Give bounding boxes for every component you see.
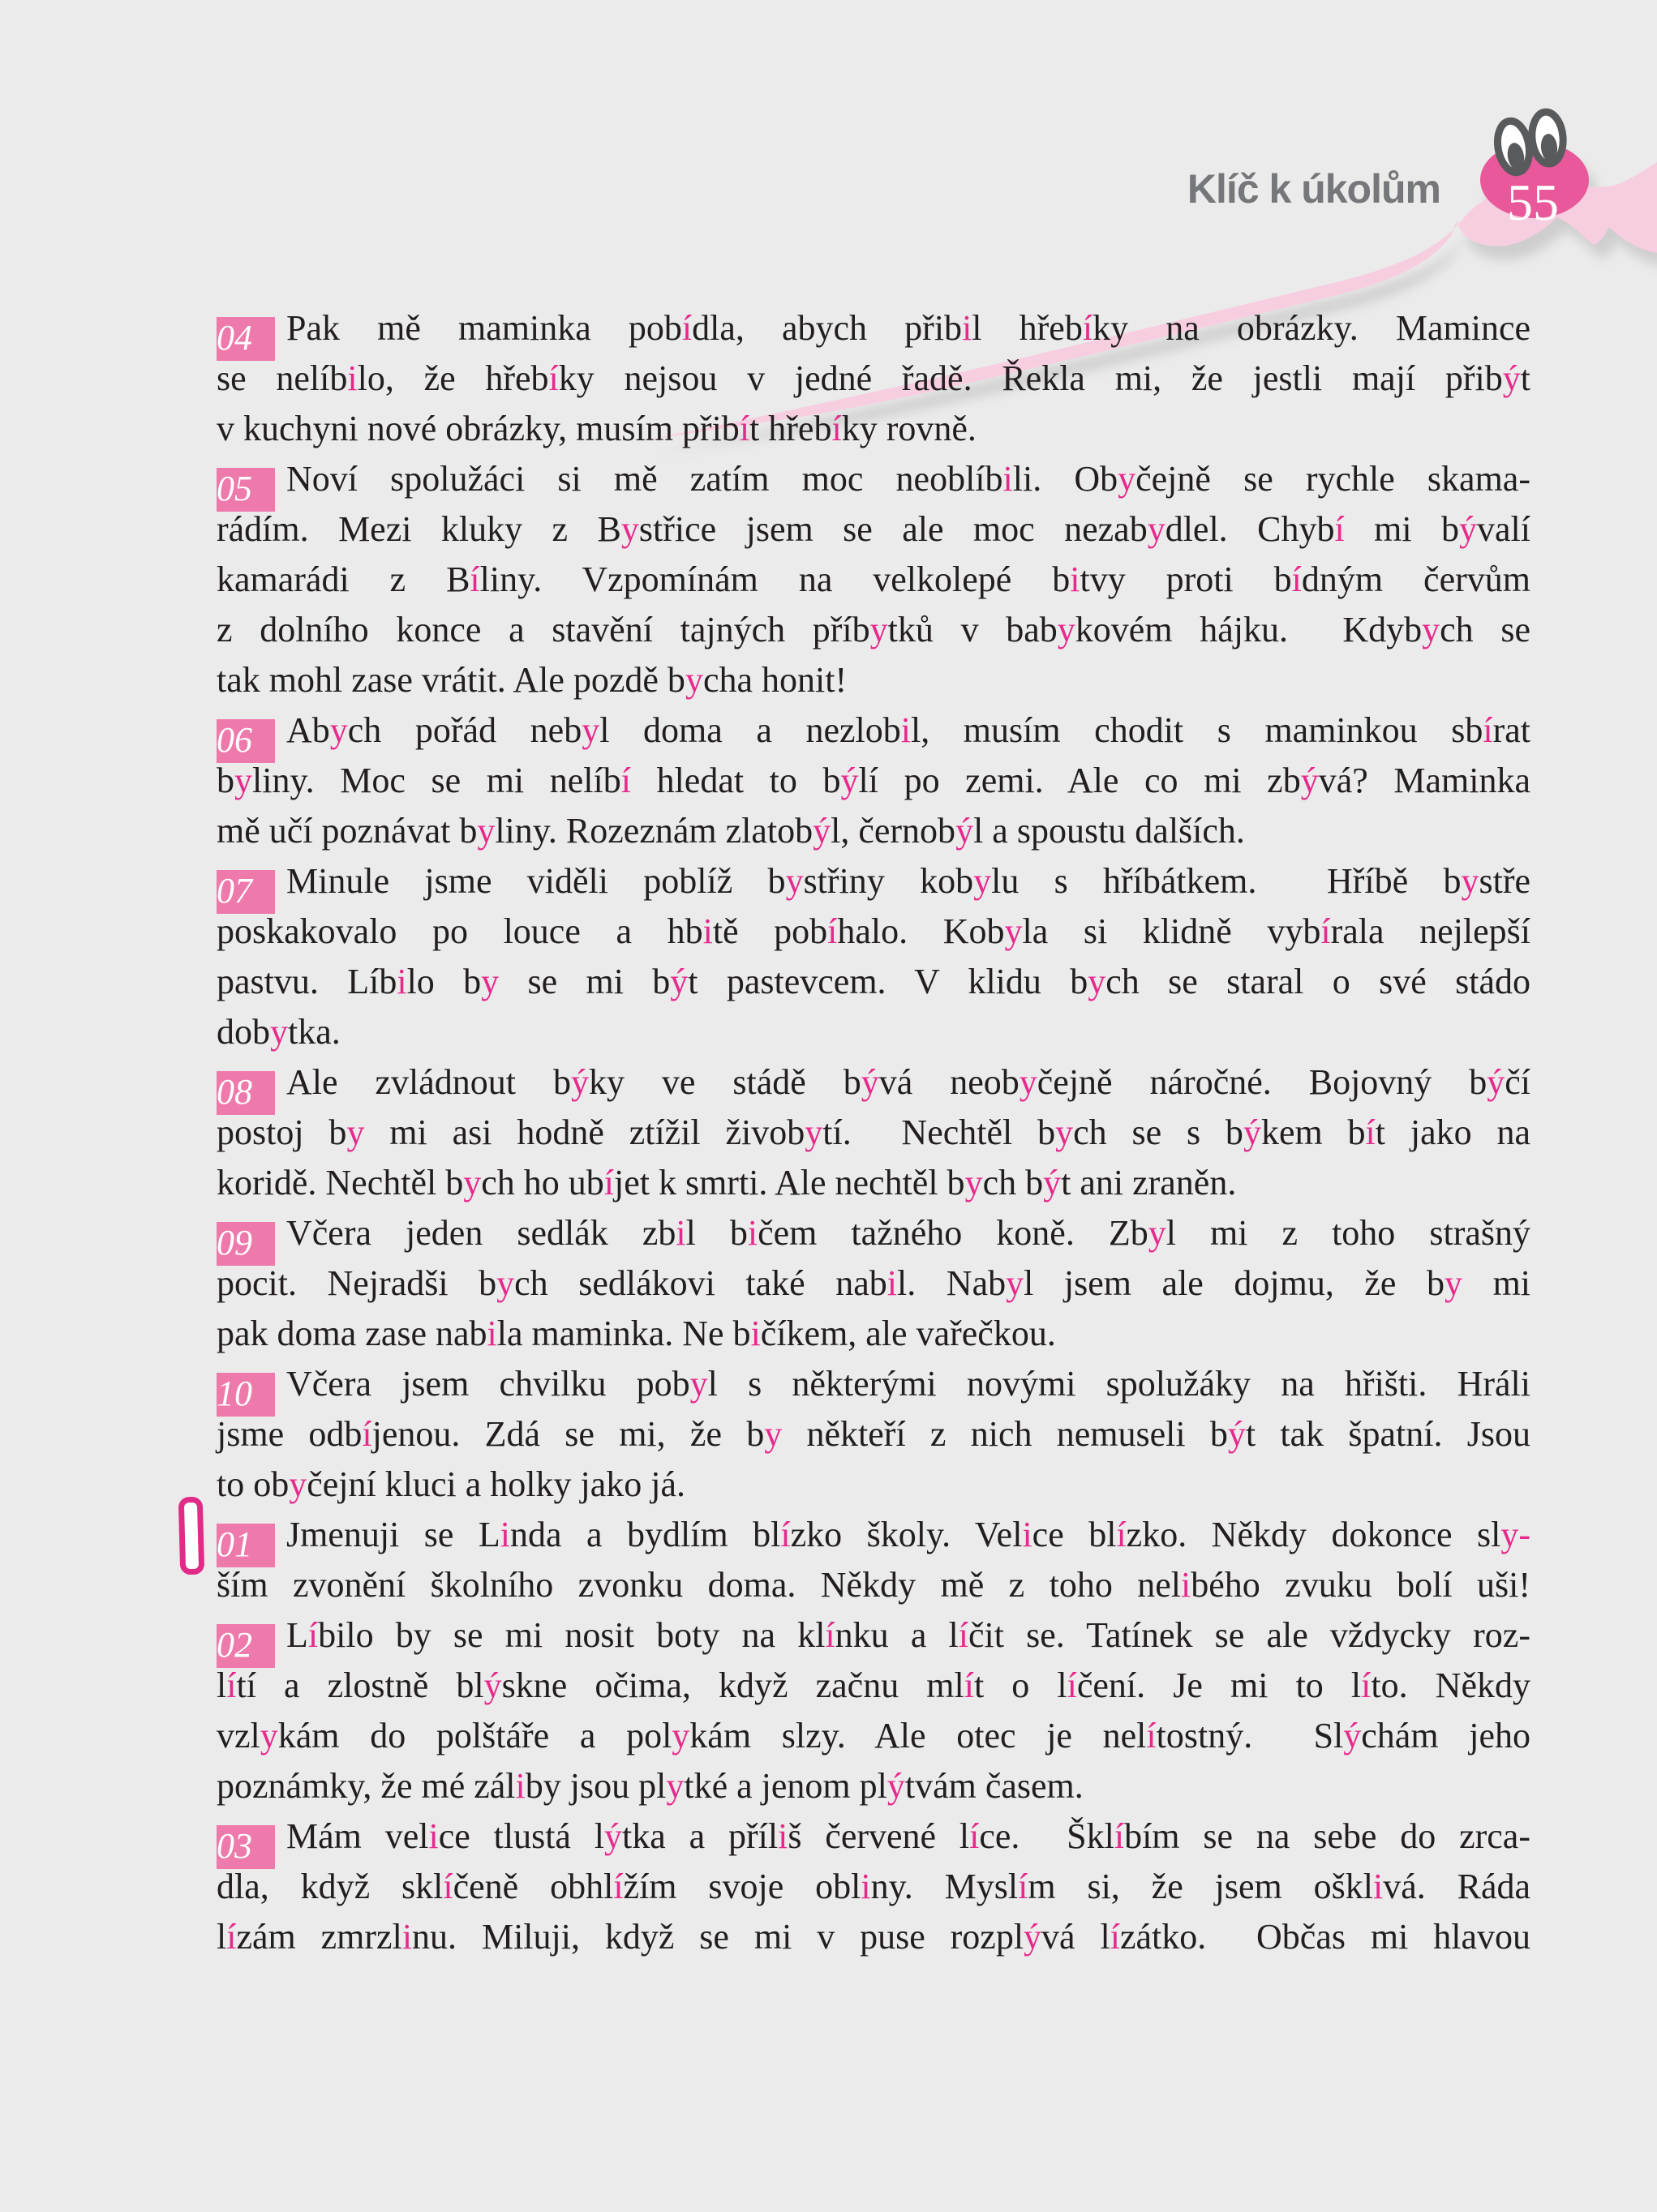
highlighted-letter: y xyxy=(685,660,703,700)
text-run: tí a zlostně bl xyxy=(236,1665,484,1705)
highlighted-letter: y xyxy=(477,811,496,851)
text-run: žím svoje obl xyxy=(623,1867,861,1906)
text-run: poskakovalo po louce a hb xyxy=(217,911,703,951)
text-run: ky ve stádě b xyxy=(588,1062,861,1102)
highlighted-letter: í xyxy=(681,308,693,348)
highlighted-letter: ý xyxy=(670,962,689,1001)
highlighted-letter: i xyxy=(778,1816,788,1856)
highlighted-letter: ý xyxy=(861,1062,879,1102)
text-run: kamarádi z B xyxy=(217,559,470,599)
text-run: vá. Ráda xyxy=(1383,1867,1530,1906)
highlighted-letter: ý xyxy=(570,1062,589,1102)
highlighted-letter: í xyxy=(780,1515,791,1554)
highlighted-letter: i xyxy=(1181,1565,1191,1605)
text-run: l mi z toho strašný xyxy=(1165,1213,1530,1253)
text-run: pastvu. Líb xyxy=(217,962,397,1001)
paragraph-number-badge: 02 xyxy=(217,1624,275,1668)
highlighted-letter: y xyxy=(1004,911,1023,951)
highlighted-letter: í xyxy=(1018,1867,1028,1906)
text-line xyxy=(217,705,1530,760)
highlighted-letter: y xyxy=(260,1716,278,1755)
paragraph-number-badge: 05 xyxy=(217,468,275,512)
text-run: čejně se rychle skama- xyxy=(1135,459,1530,499)
text-run: mi xyxy=(1462,1263,1531,1303)
text-line xyxy=(217,1761,1530,1811)
text-run: tvy proti b xyxy=(1080,559,1292,599)
text-run: la maminka. Ne b xyxy=(496,1314,751,1353)
text-run: m si, že jsem oškl xyxy=(1028,1867,1373,1906)
text-run: někteří z nich nemuseli b xyxy=(782,1414,1228,1454)
body-text xyxy=(217,303,1530,1962)
text-line xyxy=(217,404,1530,454)
text-run: jenou. Zdá se mi, že b xyxy=(371,1414,765,1454)
text-run: hledat to b xyxy=(630,761,841,800)
highlighted-letter: y xyxy=(1006,1263,1024,1303)
text-run: tka a příl xyxy=(622,1816,779,1856)
text-run: tí. Nechtěl b xyxy=(822,1112,1056,1152)
text-run: ky rovně. xyxy=(841,409,977,448)
text-run: la si klidně vyb xyxy=(1022,911,1321,951)
text-line xyxy=(217,756,1530,806)
highlighted-letter: y xyxy=(973,861,992,901)
text-run: Noví spolužáci si mě zatím moc neoblíb xyxy=(286,459,1003,499)
text-run: ce. Škl xyxy=(979,1816,1114,1856)
highlighted-letter: y xyxy=(1057,610,1075,649)
text-run: mi b xyxy=(1344,509,1460,549)
text-run: zám zmrzl xyxy=(236,1917,402,1957)
text-run: vá neob xyxy=(878,1062,1020,1102)
text-run: střice jsem se ale moc nezab xyxy=(638,509,1148,549)
text-run: čeně obhl xyxy=(453,1867,614,1906)
highlighted-letter: í xyxy=(620,761,631,800)
text-line xyxy=(217,856,1531,911)
text-run: ch se staral o své stádo xyxy=(1105,962,1530,1001)
highlighted-letter: i xyxy=(747,1213,758,1253)
text-run: se mi b xyxy=(499,962,671,1001)
paragraph-number-badge: 03 xyxy=(217,1825,275,1869)
highlighted-letter: y xyxy=(346,1112,365,1152)
highlighted-letter: ý xyxy=(840,761,859,800)
highlighted-letter: í xyxy=(739,409,750,448)
text-run: t xyxy=(1520,358,1530,398)
highlighted-letter: y xyxy=(1422,610,1440,649)
highlighted-letter: i xyxy=(900,710,911,750)
text-run: se nelíb xyxy=(217,358,348,398)
text-run: tvám časem. xyxy=(904,1766,1084,1806)
text-run: vá l xyxy=(1041,1917,1110,1957)
text-run: dla, abych přib xyxy=(692,308,963,348)
highlighted-letter: y xyxy=(964,1163,983,1202)
highlighted-letter: y xyxy=(463,1163,482,1202)
text-run: Včera jsem chvilku pob xyxy=(286,1364,690,1404)
highlighted-letter: i xyxy=(750,1314,761,1353)
text-line xyxy=(217,1208,1530,1262)
text-run: pocit. Nejradši b xyxy=(217,1263,497,1303)
highlighted-letter: y xyxy=(1118,459,1136,499)
text-run: jsme odb xyxy=(217,1414,363,1454)
highlighted-letter: í xyxy=(1114,1816,1125,1856)
highlighted-letter: y xyxy=(289,1464,307,1504)
text-run: ce bl xyxy=(1032,1515,1117,1554)
highlighted-letter: í xyxy=(443,1867,453,1906)
highlighted-letter: í xyxy=(1320,911,1331,951)
text-run: cha honit! xyxy=(702,660,848,700)
text-line xyxy=(217,1661,1530,1711)
highlighted-letter: y xyxy=(1148,1213,1166,1253)
text-run: dla, když skl xyxy=(217,1867,444,1906)
text-run: kám slzy. Ale otec je nel xyxy=(689,1716,1147,1755)
highlighted-letter: y xyxy=(869,610,888,649)
highlighted-letter: í xyxy=(603,1163,614,1202)
highlighted-letter: í xyxy=(1291,559,1302,599)
highlighted-letter: í xyxy=(1116,1515,1127,1554)
highlighted-letter: í xyxy=(1334,509,1345,549)
text-line xyxy=(217,1460,1530,1510)
highlighted-letter: y xyxy=(764,1414,783,1454)
text-run: ch sedlákovi také nab xyxy=(514,1263,887,1303)
text-run: t tak špatní. Jsou xyxy=(1245,1414,1530,1454)
text-run: tě pob xyxy=(712,911,828,951)
text-run: ch ho ub xyxy=(481,1163,604,1202)
text-run: z dolního konce a stavění tajných příb xyxy=(217,610,870,649)
googly-eyes xyxy=(1494,110,1565,174)
text-run: nu. Miluji, když se mi v puse rozpl xyxy=(412,1917,1024,1957)
header-title: Klíč k úkolům xyxy=(1187,166,1440,212)
highlighted-letter: i xyxy=(397,962,407,1001)
text-run: t jako na xyxy=(1375,1112,1530,1152)
text-run: l hřeb xyxy=(972,308,1083,348)
text-run: dob xyxy=(217,1012,270,1052)
text-run: ch pořád neb xyxy=(347,710,582,750)
paragraph-number-badge: 04 xyxy=(217,317,275,361)
text-run: to. Někdy xyxy=(1371,1665,1530,1705)
text-run: halo. Kob xyxy=(837,911,1005,951)
highlighted-letter: y xyxy=(689,1364,708,1404)
text-line xyxy=(217,1811,1530,1866)
text-run: lí po zemi. Ale co mi zb xyxy=(858,761,1301,800)
text-line xyxy=(217,555,1530,605)
text-run: l xyxy=(217,1665,227,1705)
text-run: liny. Vzpomínám na velkolepé b xyxy=(479,559,1071,599)
text-run: mi asi hodně ztížil živob xyxy=(364,1112,805,1152)
highlighted-letter: í xyxy=(831,409,842,448)
highlighted-letter: i xyxy=(1372,1867,1384,1906)
text-line xyxy=(217,1108,1530,1158)
highlighted-letter: i xyxy=(702,911,713,951)
highlighted-letter: ý xyxy=(886,1766,905,1806)
highlighted-letter: í xyxy=(226,1665,237,1705)
text-run: rat xyxy=(1492,710,1530,750)
highlighted-letter: y xyxy=(1445,1263,1463,1303)
text-line xyxy=(217,1258,1530,1309)
highlighted-letter: y xyxy=(329,710,348,750)
text-run: Ale zvládnout b xyxy=(286,1062,571,1102)
text-run: pak doma zase nab xyxy=(217,1314,487,1353)
highlighted-letter: í xyxy=(226,1917,237,1957)
highlighted-letter: í xyxy=(548,358,559,398)
highlighted-letter: y xyxy=(666,1766,685,1806)
text-run: t pastevcem. V klidu b xyxy=(688,962,1088,1001)
highlighted-letter: í xyxy=(827,911,838,951)
highlighted-letter: i xyxy=(428,1816,439,1856)
text-run: čit se. Tatínek se ale vždycky roz- xyxy=(968,1615,1530,1655)
text-line xyxy=(217,1610,1530,1665)
text-run: li. Ob xyxy=(1012,459,1118,499)
text-run: zko školy. Vel xyxy=(790,1515,1023,1554)
text-run: L xyxy=(286,1615,308,1655)
text-run: tka. xyxy=(288,1012,341,1052)
text-run: nda a bydlím bl xyxy=(510,1515,781,1554)
text-run: vzl xyxy=(217,1716,260,1755)
text-run: lo, že hřeb xyxy=(357,358,549,398)
text-line xyxy=(217,303,1531,358)
text-run: bilo by se mi nosit boty na kl xyxy=(318,1615,826,1655)
highlighted-letter: í xyxy=(613,1867,624,1906)
text-line xyxy=(217,907,1530,957)
highlighted-letter: ý xyxy=(1300,761,1319,800)
text-run: bím se na sebe do zrca- xyxy=(1124,1816,1530,1856)
text-run: l doma a nezlob xyxy=(599,710,901,750)
text-line xyxy=(217,1309,1530,1359)
highlighted-letter: i xyxy=(515,1766,526,1806)
text-run: poznámky, že mé zál xyxy=(217,1766,516,1806)
highlighted-letter: y xyxy=(785,861,804,901)
text-run: čení. Je mi to l xyxy=(1076,1665,1362,1705)
highlighted-letter: í xyxy=(307,1615,319,1655)
highlighted-letter: ý xyxy=(1487,1062,1505,1102)
text-run: l s některými novými spolužáky na hřišti. Hráli xyxy=(707,1364,1530,1404)
text-run: b xyxy=(217,761,234,800)
highlighted-letter: y xyxy=(1019,1062,1037,1102)
text-run: nku a l xyxy=(835,1615,959,1655)
highlighted-letter: ý xyxy=(1227,1414,1246,1454)
text-line xyxy=(217,1711,1530,1761)
highlighted-letter: i xyxy=(500,1515,511,1554)
highlighted-letter: í xyxy=(1361,1665,1372,1705)
highlighted-letter: í xyxy=(1067,1665,1077,1705)
text-run: skne očima, když začnu ml xyxy=(501,1665,964,1705)
text-run: ky nejsou v jedné řadě. Řekla mi, že jestli mají přib xyxy=(558,358,1503,398)
highlighted-letter: y xyxy=(620,509,639,549)
highlighted-letter: y xyxy=(270,1012,288,1052)
text-run: tké a jenom pl xyxy=(684,1766,887,1806)
highlighted-letter: i xyxy=(886,1263,898,1303)
highlighted-letter: í xyxy=(1365,1112,1376,1152)
text-run: Mám vel xyxy=(286,1816,429,1856)
highlighted-letter: i xyxy=(861,1867,871,1906)
text-run: l, musím chodit s maminkou sb xyxy=(910,710,1483,750)
text-run: zátko. Občas mi hlavou xyxy=(1119,1917,1530,1957)
highlighted-letter: ý xyxy=(483,1665,502,1705)
text-line xyxy=(217,504,1530,555)
text-run: ky na obrázky. Mamince xyxy=(1093,308,1531,348)
page-number: 55 xyxy=(1507,174,1559,231)
highlighted-letter: í xyxy=(1082,308,1093,348)
text-run: čí xyxy=(1505,1062,1531,1102)
highlighted-letter: í xyxy=(1483,710,1493,750)
text-run: Jmenuji se L xyxy=(286,1515,500,1554)
paragraph-number-badge: 09 xyxy=(217,1222,275,1266)
text-run: t hřeb xyxy=(749,409,832,448)
highlighted-letter: ý xyxy=(813,811,831,851)
text-run: ce tlustá l xyxy=(438,1816,605,1856)
text-run: kem b xyxy=(1260,1112,1366,1152)
text-run: l, černob xyxy=(831,811,956,851)
text-run: t ani zraněn. xyxy=(1061,1163,1237,1202)
highlighted-letter: y- xyxy=(1500,1515,1530,1554)
text-line xyxy=(217,655,1530,705)
text-line xyxy=(217,957,1530,1007)
text-run: koridě. Nechtěl b xyxy=(217,1163,464,1202)
text-run: tak mohl zase vrátit. Ale pozdě b xyxy=(217,660,685,700)
text-line xyxy=(217,454,1530,508)
text-run: mě učí poznávat b xyxy=(217,811,478,851)
highlighted-letter: i xyxy=(487,1314,497,1353)
text-line xyxy=(217,1862,1530,1912)
paragraph-number-badge: 06 xyxy=(217,719,275,763)
highlighted-letter: y xyxy=(1088,962,1106,1001)
highlighted-letter: i xyxy=(1070,559,1080,599)
highlighted-letter: i xyxy=(1002,459,1013,499)
highlighted-letter: i xyxy=(962,308,972,348)
text-run: jet k smrti. Ale nechtěl b xyxy=(613,1163,965,1202)
text-run: vá? Maminka xyxy=(1318,761,1530,800)
text-run: ch b xyxy=(982,1163,1044,1202)
text-run: to ob xyxy=(217,1464,290,1504)
text-run: bého zvuku bolí uši! xyxy=(1191,1565,1530,1605)
text-line xyxy=(217,605,1530,655)
highlighted-letter: ý xyxy=(1459,509,1478,549)
text-line xyxy=(217,806,1530,856)
text-run: kovém hájku. Kdyb xyxy=(1075,610,1423,649)
highlighted-letter: y xyxy=(1147,509,1165,549)
highlighted-letter: i xyxy=(347,358,358,398)
text-run: tostný. Sl xyxy=(1156,1716,1344,1755)
highlighted-letter: ý xyxy=(604,1816,623,1856)
text-run: ším zvonění školního zvonku doma. Někdy mě z toho nel xyxy=(217,1565,1182,1605)
paragraph-number-badge: 01 xyxy=(217,1524,275,1567)
text-run: l jsem ale dojmu, že b xyxy=(1024,1263,1445,1303)
highlighted-letter: i xyxy=(401,1917,413,1957)
text-line xyxy=(217,1510,1530,1564)
text-run: zko. Někdy dokonce sl xyxy=(1126,1515,1501,1554)
text-line xyxy=(217,1359,1530,1413)
highlighted-letter: í xyxy=(958,1615,968,1655)
text-run: Pak mě maminka pob xyxy=(286,308,682,348)
text-run: l b xyxy=(685,1213,748,1253)
highlighted-letter: ý xyxy=(955,811,974,851)
highlighted-letter: í xyxy=(969,1816,980,1856)
text-run: čem tažného koně. Zb xyxy=(758,1213,1148,1253)
text-run: l a spoustu dalších. xyxy=(973,811,1245,851)
text-line xyxy=(217,1007,1530,1057)
text-run: kám do polštáře a pol xyxy=(277,1716,672,1755)
text-run: liny. Moc se mi nelíb xyxy=(252,761,621,800)
highlighted-letter: ý xyxy=(1343,1716,1362,1755)
text-run: Ab xyxy=(286,710,330,750)
highlighted-letter: í xyxy=(964,1665,974,1705)
paragraph-number-badge: 07 xyxy=(217,870,275,914)
highlighted-letter: í xyxy=(1146,1716,1157,1755)
text-run: rádím. Mezi kluky z B xyxy=(217,509,621,549)
text-run: dlel. Chyb xyxy=(1165,509,1335,549)
highlighted-letter: í xyxy=(1110,1917,1120,1957)
text-line xyxy=(217,1409,1530,1460)
highlighted-letter: y xyxy=(582,710,600,750)
highlighted-letter: y xyxy=(672,1716,690,1755)
text-run: liny. Rozeznám zlatob xyxy=(495,811,813,851)
text-run: v kuchyni nové obrázky, musím přib xyxy=(217,409,740,448)
highlighted-letter: í xyxy=(825,1615,835,1655)
highlighted-letter: ý xyxy=(1024,1917,1042,1957)
paragraph-number-badge: 10 xyxy=(217,1373,275,1417)
text-run: ch se s b xyxy=(1073,1112,1243,1152)
text-run: rala nejlepší xyxy=(1330,911,1530,951)
text-run: číkem, ale vařečkou. xyxy=(760,1314,1056,1353)
text-run: střiny kob xyxy=(803,861,974,901)
highlighted-letter: y xyxy=(496,1263,515,1303)
text-run: postoj b xyxy=(217,1112,347,1152)
text-run: t o l xyxy=(973,1665,1067,1705)
text-run: stře xyxy=(1479,861,1531,901)
pink-capsule-mark xyxy=(178,1497,205,1575)
text-run: by jsou pl xyxy=(525,1766,667,1806)
text-run: valí xyxy=(1477,509,1531,549)
text-run: ny. Mysl xyxy=(870,1867,1019,1906)
text-run: Včera jeden sedlák zb xyxy=(286,1213,676,1253)
highlighted-letter: y xyxy=(1055,1112,1074,1152)
text-run: ch se xyxy=(1440,610,1530,649)
highlighted-letter: i xyxy=(1022,1515,1032,1554)
highlighted-letter: y xyxy=(234,761,252,800)
text-run: l xyxy=(217,1917,227,1957)
highlighted-letter: ý xyxy=(1243,1112,1261,1152)
text-run: lu s hříbátkem. Hříbě b xyxy=(991,861,1462,901)
text-line xyxy=(217,1057,1531,1112)
highlighted-letter: í xyxy=(362,1414,372,1454)
text-run: dným červům xyxy=(1301,559,1530,599)
text-run: Minule jsme viděli poblíž b xyxy=(286,861,786,901)
text-run: lo b xyxy=(406,962,482,1001)
text-line xyxy=(217,1158,1530,1208)
text-run: l. Nab xyxy=(897,1263,1007,1303)
text-line xyxy=(217,1560,1530,1610)
text-line xyxy=(217,354,1530,404)
text-run: tků v bab xyxy=(887,610,1058,649)
highlighted-letter: í xyxy=(470,559,480,599)
text-run: š červené l xyxy=(788,1816,970,1856)
paragraph-number-badge: 08 xyxy=(217,1071,275,1115)
highlighted-letter: y xyxy=(481,962,500,1001)
highlighted-letter: y xyxy=(1461,861,1479,901)
highlighted-letter: ý xyxy=(1043,1163,1062,1202)
highlighted-letter: ý xyxy=(1502,358,1521,398)
text-run: čejní kluci a holky jako já. xyxy=(307,1464,685,1504)
highlighted-letter: i xyxy=(676,1213,686,1253)
text-line xyxy=(217,1912,1530,1962)
text-run: chám jeho xyxy=(1361,1716,1530,1755)
highlighted-letter: y xyxy=(805,1112,823,1152)
text-run: čejně náročné. Bojovný b xyxy=(1037,1062,1487,1102)
